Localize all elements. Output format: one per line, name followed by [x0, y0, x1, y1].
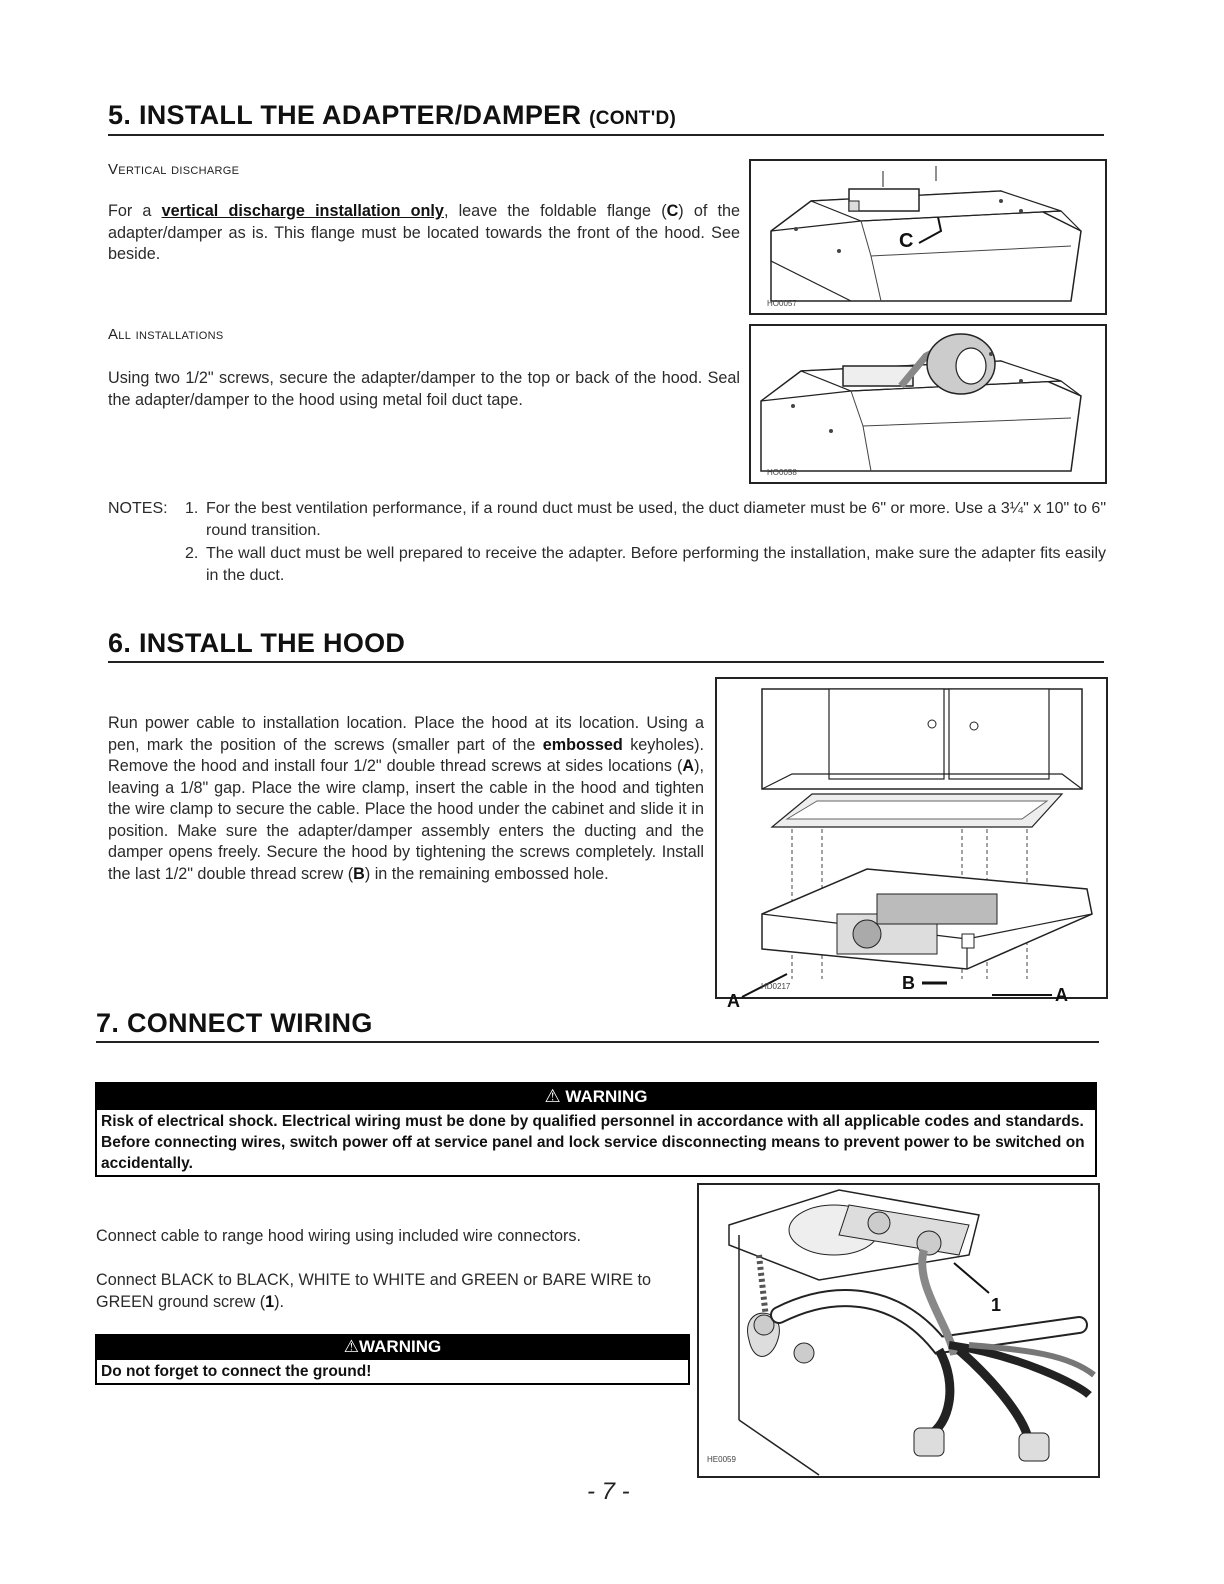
figure-code-he0059: HE0059: [707, 1455, 736, 1464]
section6-title: 6. INSTALL THE HOOD: [108, 628, 406, 658]
section5-title: 5. INSTALL THE ADAPTER/DAMPER (CONT'D): [108, 100, 677, 130]
screw-label-a-right: A: [1055, 985, 1068, 1005]
figure-vertical-discharge: [749, 159, 1107, 315]
vertical-discharge-heading: Vertical discharge: [108, 161, 240, 178]
section7-title: 7. CONNECT WIRING: [96, 1008, 373, 1038]
vertical-discharge-emphasis: vertical discharge installation only: [161, 202, 444, 220]
screw-label-a-left: A: [727, 991, 740, 1011]
section7-rule: [96, 1041, 1099, 1043]
section5-rule: [108, 134, 1104, 136]
connect-cable-text: Connect cable to range hood wiring using included wire connectors.: [96, 1227, 582, 1245]
warning-triangle-icon: ⚠: [544, 1086, 561, 1106]
page-number: - 7 -: [587, 1478, 630, 1505]
connect-wires-text: Connect BLACK to BLACK, WHITE to WHITE and GREEN or BARE WIRE to GREEN ground screw (1).: [96, 1271, 652, 1311]
wiring-illustration: [699, 1185, 1098, 1476]
ground-screw-label: 1: [991, 1295, 1002, 1315]
warning-text-electrical: Risk of electrical shock. Electrical wiring must be done by qualified personnel in accordance with all applicable codes and standards. Before connecting wires, switch power off at service panel and lock service disconnecting means to prevent power to be switched on accidentally.: [95, 1110, 1097, 1177]
warning-header-1: ⚠ WARNING: [95, 1082, 1097, 1110]
figure-duct-tape: [749, 324, 1107, 484]
vertical-discharge-text: For a vertical discharge installation only, leave the foldable flange (C) of the adapter/damper as is. This flange must be located towards the front of the hood. See beside.: [108, 202, 740, 263]
all-installations-heading: All installations: [108, 326, 224, 343]
warning-box-ground: [95, 1334, 690, 1385]
note-1-text: For the best ventilation performance, if a round duct must be used, the duct diameter must be 6" or more. Use a 3¼" x 10" to 6" round transition.: [206, 500, 1106, 539]
figure-code-ho0057: HO0057: [767, 299, 797, 308]
figure-code-hd0217-label: HD0217: [761, 982, 791, 991]
install-hood-text: Run power cable to installation location. Place the hood at its location. Using a pen, mark the position of the screws (smaller part of the embossed keyholes). Remove the hood and install four 1/2" double thread screws at sides locations (A), leaving a 1/8" gap. Place the wire clamp, insert the cable in the hood and tighten the wire clamp to secure the cable. Place the hood under the cabinet and slide it in position. Make sure the adapter/damper assembly enters the ducting and the damper opens freely. Secure the hood by tightening the screws completely. Install the last 1/2" double thread screw (B) in the remaining embossed hole.: [108, 714, 704, 883]
figure-wiring: [697, 1183, 1100, 1478]
hood-vertical-illustration: [751, 161, 1105, 313]
screw-label-b: B: [902, 973, 915, 993]
warning-triangle-icon: ⚠: [343, 1337, 360, 1356]
warning-box-electrical: [95, 1082, 1097, 1177]
warning-text-ground: Do not forget to connect the ground!: [95, 1360, 690, 1385]
cabinet-hood-illustration: [717, 679, 1106, 1011]
notes-label: NOTES:: [108, 500, 168, 517]
hood-tape-illustration: [751, 326, 1105, 482]
figure-install-hood: [715, 677, 1108, 1011]
all-installations-text: Using two 1/2" screws, secure the adapter/damper to the top or back of the hood. Seal the adapter/damper to the hood using metal foil duct tape.: [108, 369, 740, 409]
figure-code-ho0058: HO0058: [767, 468, 797, 477]
note-2-text: The wall duct must be well prepared to receive the adapter. Before performing the installation, make sure the adapter fits easily in the duct.: [206, 545, 1106, 584]
section6-rule: [108, 661, 1104, 663]
note-2-number: 2.: [185, 545, 199, 562]
warning-header-2: ⚠WARNING: [95, 1334, 690, 1360]
flange-label-c: C: [899, 230, 914, 252]
note-1-number: 1.: [185, 500, 199, 517]
